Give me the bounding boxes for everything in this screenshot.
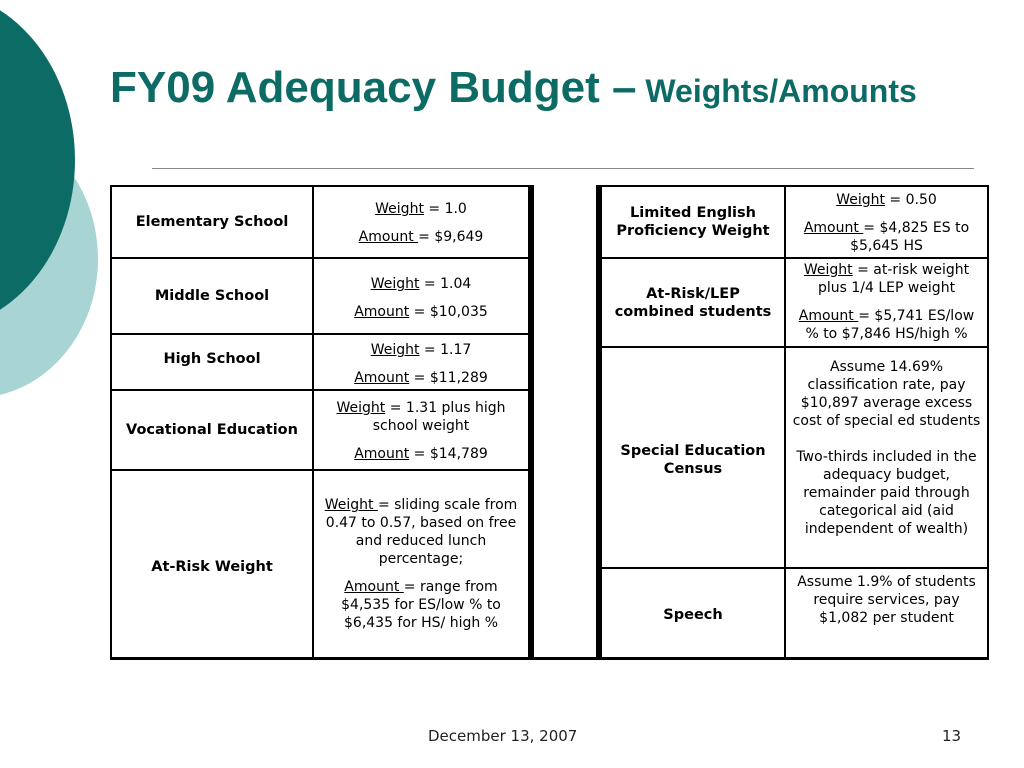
row-label-middle-school: Middle School — [154, 288, 270, 304]
vocational-values — [314, 391, 528, 469]
amount-text: Amount = $11,289 — [354, 370, 488, 386]
amount-text: Amount = range from $4,535 for ES/low % to $6,435 for HS/ high % — [341, 579, 501, 631]
special-ed-text-2: Two-thirds included in the adequacy budget, remainder paid through categorical aid (aid independent of wealth) — [796, 449, 977, 537]
lep-values — [786, 187, 987, 257]
row-label-vocational: Vocational Education — [126, 422, 298, 438]
special-ed-values — [786, 348, 987, 567]
row-label-lep: Limited English Proficiency Weight — [616, 205, 770, 239]
title-main: FY09 Adequacy Budget – — [110, 63, 637, 112]
table-border-bottom — [110, 657, 989, 660]
row-label-at-risk-lep: At-Risk/LEP combined students — [614, 285, 772, 320]
high-school-values — [314, 335, 528, 389]
at-risk-values — [314, 471, 528, 657]
speech-values — [786, 569, 987, 657]
weight-text: Weight = at-risk weight plus 1/4 LEP weight — [803, 262, 970, 296]
weight-text: Weight = 1.04 — [370, 276, 472, 292]
row-label-special-ed: Special Education Census — [620, 442, 766, 477]
middle-school-values — [314, 259, 528, 333]
weight-text: Weight = sliding scale from 0.47 to 0.57, based on free and reduced lunch percentage; — [324, 497, 518, 567]
amount-text: Amount = $9,649 — [358, 229, 484, 245]
weight-text: Weight = 1.17 — [370, 342, 472, 358]
amount-text: Amount = $4,825 ES to $5,645 HS — [803, 220, 970, 254]
page-number: 13 — [942, 727, 962, 745]
weight-text: Weight = 1.31 plus high school weight — [336, 400, 506, 434]
slide-title — [110, 64, 917, 112]
title-divider — [152, 168, 974, 169]
weight-text: Weight = 1.0 — [375, 201, 467, 217]
at-risk-lep-values — [786, 259, 987, 346]
footer-date: December 13, 2007 — [428, 727, 578, 745]
row-label-speech: Speech — [663, 607, 723, 623]
row-label-high-school: High School — [163, 351, 261, 367]
amount-text: Amount = $14,789 — [354, 446, 488, 462]
special-ed-text-1: Assume 14.69% classification rate, pay $10,897 average excess cost of special ed students — [792, 359, 981, 429]
row-label-elementary: Elementary School — [135, 214, 289, 230]
row-label-at-risk: At-Risk Weight — [151, 559, 273, 575]
title-sub: Weights/Amounts — [645, 73, 917, 109]
elementary-values — [314, 187, 528, 257]
budget-table — [110, 185, 990, 660]
speech-text: Assume 1.9% of students require services, pay $1,082 per student — [797, 574, 976, 626]
amount-text: Amount = $10,035 — [354, 304, 488, 320]
weight-text: Weight = 0.50 — [836, 192, 937, 208]
amount-text: Amount = $5,741 ES/low % to $7,846 HS/high % — [798, 308, 975, 342]
